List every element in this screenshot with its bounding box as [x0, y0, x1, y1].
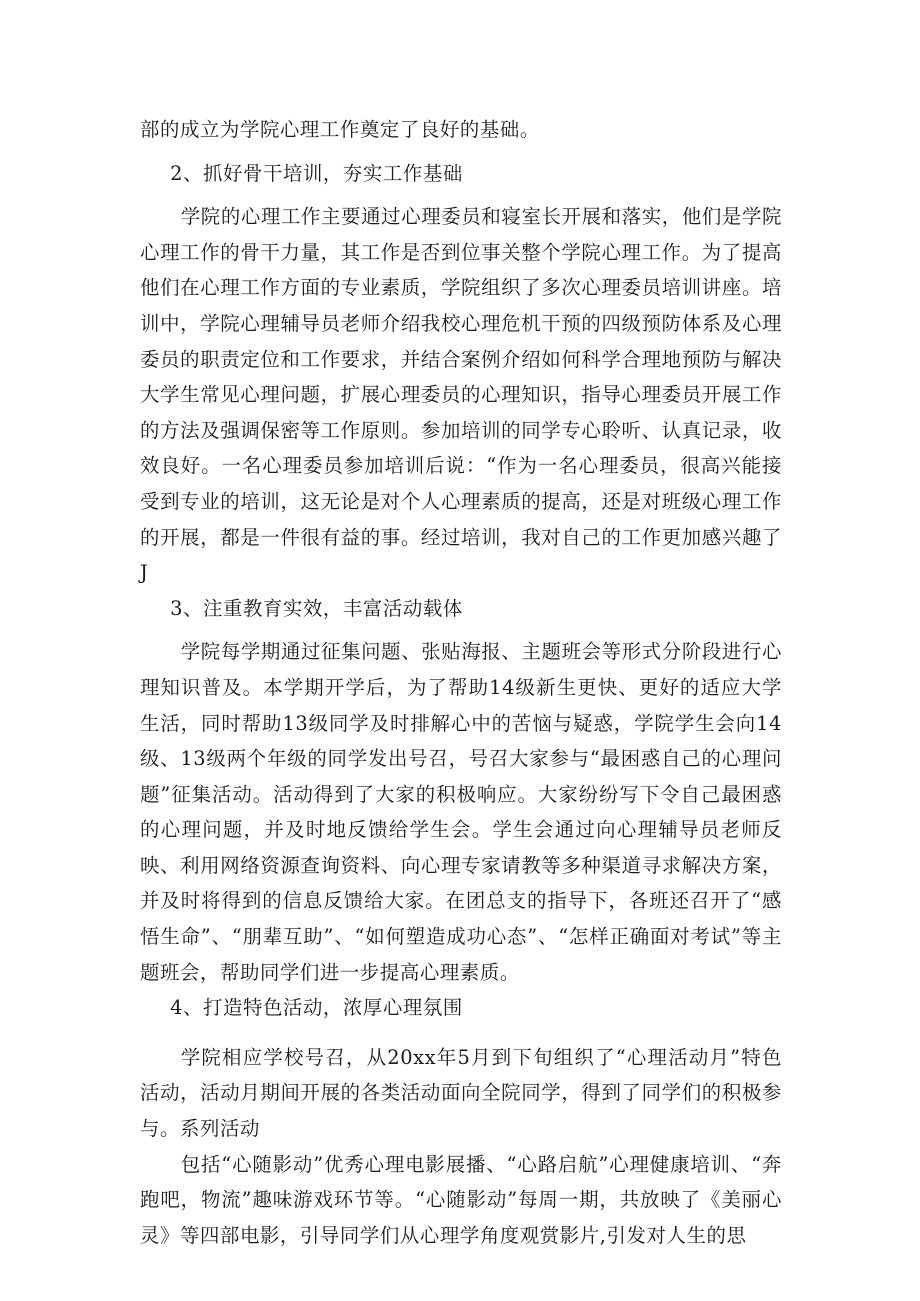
paragraph-continuation: 部的成立为学院心理工作奠定了良好的基础。 [140, 118, 540, 141]
section-heading-3: 3、注重教育实效，丰富活动载体 [170, 596, 463, 620]
paragraph-activity-list: 包括“心随影动”优秀心理电影展播、“心路启航”心理健康培训、“奔跑吧，物流”趣味游戏环节等。“心随影动”每周一期，共放映了《美丽心灵》等四部电影，引导同学们从心理学角度观赏影片,引发对人生的思 [140, 1152, 782, 1247]
section-heading-4: 4、打造特色活动，浓厚心理氛围 [170, 996, 463, 1020]
paragraph-education: 学院每学期通过征集问题、张贴海报、主题班会等形式分阶段进行心理知识普及。本学期开学后，为了帮助14级新生更快、更好的适应大学生活，同时帮助13级同学及时排解心中的苦恼与疑惑，学院学生会向14级、13级两个年级的同学发出号召，号召大家参与“最困惑自己的心理问题”征集活动。活动得到了大家的积极响应。大家纷纷写下令自己最困惑的心理问题，并及时地反馈给学生会。学生会通过向心理辅导员老师反映、利用网络资源查询资料、向心理专家请教等多种渠道寻求解决方案，并及时将得到的信息反馈给大家。在团总支的指导下，各班还召开了“感悟生命”、“朋辈互助”、“如何塑造成功心态”、“怎样正确面对考试”等主题班会，帮助同学们进一步提高心理素质。 [140, 640, 782, 984]
paragraph-training: 学院的心理工作主要通过心理委员和寝室长开展和落实，他们是学院心理工作的骨干力量，其工作是否到位事关整个学院心理工作。为了提高他们在心理工作方面的专业素质，学院组织了多次心理委员培训讲座。培训中，学院心理辅导员老师介绍我校心理危机干预的四级预防体系及心理委员的职责定位和工作要求，并结合案例介绍如何科学合理地预防与解决大学生常见心理问题，扩展心理委员的心理知识，指导心理委员开展工作的方法及强调保密等工作原则。参加培训的同学专心聆听、认真记录，收效良好。一名心理委员参加培训后说：“作为一名心理委员，很高兴能接受到专业的培训，这无论是对个人心理素质的提高，还是对班级心理工作的开展，都是一件很有益的事。经过培训，我对自己的工作更加感兴趣了J [140, 205, 782, 585]
text-column [140, 112, 782, 1253]
section-heading-2: 2、抓好骨干培训，夯实工作基础 [170, 161, 463, 185]
paragraph-activity-month: 学院相应学校号召，从20xx年5月到下旬组织了“心理活动月”特色活动，活动月期间开展的各类活动面向全院同学，得到了同学们的积极参与。系列活动 [140, 1045, 782, 1141]
